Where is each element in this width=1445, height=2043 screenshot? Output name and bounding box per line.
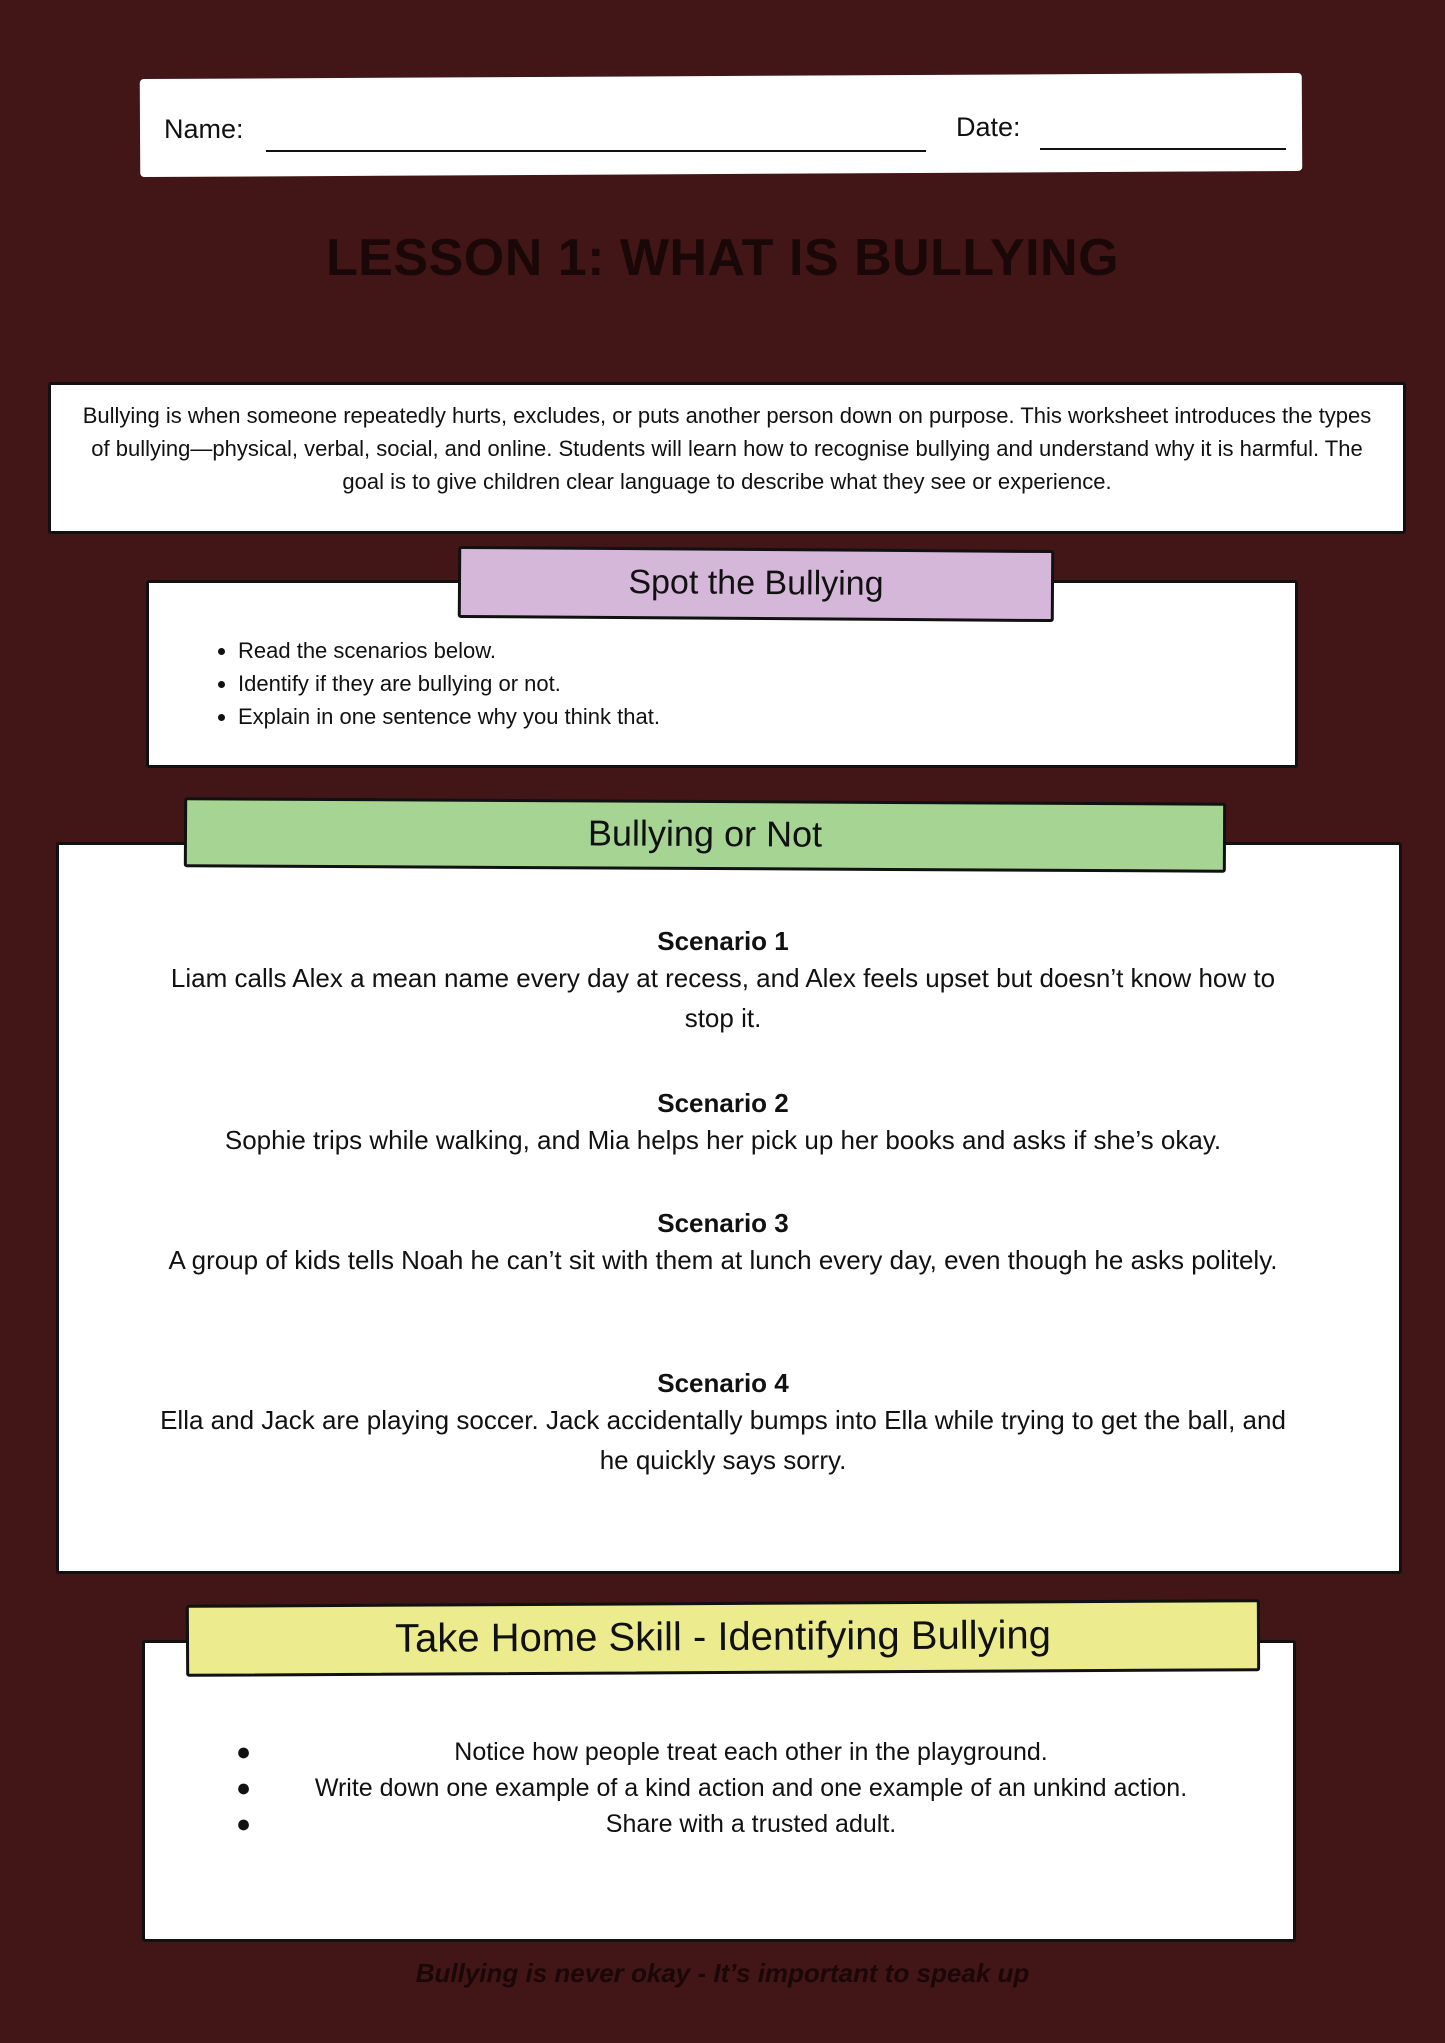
name-field[interactable] — [266, 150, 926, 152]
list-item: • Read the scenarios below. — [238, 634, 660, 667]
scenario-title: Scenario 4 — [657, 1368, 789, 1398]
list-item: • Explain in one sentence why you think that. — [238, 700, 660, 733]
list-item: ● Write down one example of a kind action and one example of an unkind action. — [236, 1770, 1266, 1806]
scenarios-heading: Bullying or Not — [184, 797, 1226, 872]
scenario-text: Ella and Jack are playing soccer. Jack accidentally bumps into Ella while trying to get the ball, and he quickly says sorry. — [160, 1405, 1286, 1475]
scenario-text: A group of kids tells Noah he can’t sit with them at lunch every day, even though he asks politely. — [168, 1245, 1278, 1275]
name-label: Name: — [164, 114, 244, 144]
date-label: Date: — [956, 112, 1021, 142]
scenario-title: Scenario 3 — [657, 1208, 789, 1238]
spot-heading: Spot the Bullying — [458, 546, 1054, 622]
list-item: ● Notice how people treat each other in the playground. — [236, 1734, 1266, 1770]
scenario-text: Sophie trips while walking, and Mia helps her pick up her books and asks if she’s okay. — [224, 1125, 1222, 1155]
scenario-4 — [150, 1366, 1296, 1480]
bullet-icon: ● — [236, 1738, 252, 1766]
list-item: ● Share with a trusted adult. — [236, 1806, 1266, 1842]
footer-message: Bullying is never okay - It’s important to speak up — [415, 1958, 1030, 1988]
scenario-1 — [150, 924, 1296, 1038]
spot-list — [210, 634, 660, 733]
intro-card — [48, 382, 1406, 534]
bullet-icon: ● — [236, 1774, 252, 1802]
name-date-strip — [140, 73, 1302, 177]
page-title: LESSON 1: WHAT IS BULLYING — [325, 229, 1120, 287]
scenario-title: Scenario 1 — [657, 926, 789, 956]
take-home-heading: Take Home Skill - Identifying Bullying — [186, 1599, 1260, 1677]
bullet-icon: ● — [236, 1810, 252, 1838]
date-field[interactable] — [1040, 148, 1286, 150]
intro-text: Bullying is when someone repeatedly hurts, excludes, or puts another person down on purpose. This worksheet introduces the types of bullying—physical, verbal, social, and online. Students will learn how to recognise bullying and understand why it is harmful. The goal is to give children clear language to describe what they see or experience. — [82, 403, 1372, 494]
list-item: • Identify if they are bullying or not. — [238, 667, 660, 700]
scenario-text: Liam calls Alex a mean name every day at recess, and Alex feels upset but doesn’t know how to stop it. — [170, 963, 1276, 1033]
scenario-2 — [150, 1086, 1296, 1160]
scenario-3 — [150, 1206, 1296, 1280]
scenario-title: Scenario 2 — [657, 1088, 789, 1118]
